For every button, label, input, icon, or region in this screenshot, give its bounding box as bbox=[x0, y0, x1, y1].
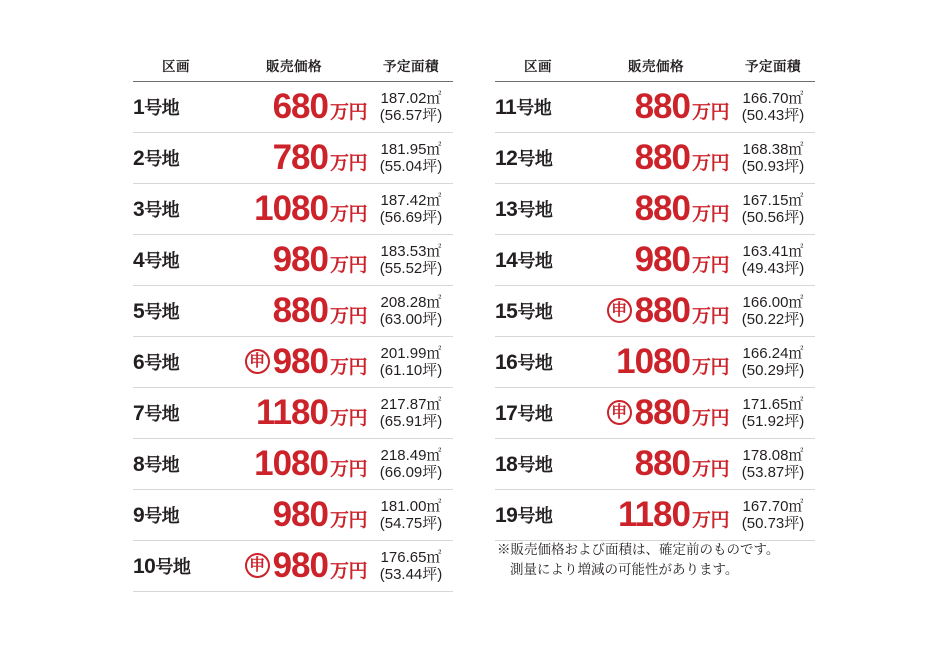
area-sqm: 218.49㎡ bbox=[380, 446, 442, 464]
lot-number-cell bbox=[495, 133, 581, 184]
reserved-badge-icon: 申 bbox=[245, 553, 270, 578]
table-body-right bbox=[495, 82, 815, 541]
price-unit: 万円 bbox=[329, 306, 367, 327]
note-line-2: 測量により増減の可能性があります。 bbox=[510, 562, 739, 578]
header-price: 販売価格 bbox=[581, 55, 731, 82]
price-table bbox=[133, 55, 453, 592]
area-tsubo: (50.43坪) bbox=[741, 107, 805, 124]
lot-number-cell bbox=[133, 133, 219, 184]
lot-number: 6 bbox=[133, 351, 145, 374]
lot-number-suffix: 号地 bbox=[517, 404, 553, 424]
price-value: 880 bbox=[634, 291, 690, 330]
price-unit: 万円 bbox=[329, 561, 367, 582]
price-value: 980 bbox=[634, 240, 690, 279]
area-sqm: 208.28㎡ bbox=[380, 293, 442, 311]
table-row bbox=[133, 541, 453, 592]
lot-number-suffix: 号地 bbox=[144, 98, 180, 118]
lot-number-cell bbox=[133, 184, 219, 235]
lot-number-cell bbox=[133, 286, 219, 337]
price-unit: 万円 bbox=[329, 408, 367, 429]
price-value: 880 bbox=[634, 444, 690, 483]
header-kuaku: 区画 bbox=[495, 55, 581, 82]
price-unit: 万円 bbox=[691, 102, 729, 123]
table-body-left bbox=[133, 82, 453, 592]
lot-number: 13 bbox=[495, 198, 518, 221]
price-unit: 万円 bbox=[691, 510, 729, 531]
lot-number: 9 bbox=[133, 504, 145, 527]
lot-number-suffix: 号地 bbox=[144, 200, 180, 220]
price-table bbox=[495, 55, 815, 541]
area-tsubo: (66.09坪) bbox=[379, 464, 443, 481]
table-row bbox=[495, 184, 815, 235]
header-area: 予定面積 bbox=[369, 55, 453, 82]
table-header bbox=[133, 55, 453, 82]
price-unit: 万円 bbox=[691, 357, 729, 378]
price-value: 1180 bbox=[618, 495, 690, 534]
area-tsubo: (50.22坪) bbox=[741, 311, 805, 328]
price-cell bbox=[219, 133, 369, 184]
price-value: 980 bbox=[272, 495, 328, 534]
area-tsubo: (49.43坪) bbox=[741, 260, 805, 277]
reserved-badge-icon: 申 bbox=[607, 298, 632, 323]
price-table-left bbox=[133, 55, 453, 592]
price-cell bbox=[219, 184, 369, 235]
lot-number-cell bbox=[495, 82, 581, 133]
lot-number: 15 bbox=[495, 300, 518, 323]
table-row bbox=[133, 184, 453, 235]
lot-number-suffix: 号地 bbox=[517, 302, 553, 322]
price-value: 680 bbox=[272, 87, 328, 126]
lot-number: 14 bbox=[495, 249, 518, 272]
area-cell bbox=[369, 82, 453, 133]
lot-number-cell bbox=[133, 388, 219, 439]
price-cell bbox=[219, 541, 369, 592]
lot-number: 4 bbox=[133, 249, 145, 272]
lot-number-suffix: 号地 bbox=[144, 353, 180, 373]
reserved-badge-icon: 申 bbox=[245, 349, 270, 374]
area-cell bbox=[369, 388, 453, 439]
lot-number: 3 bbox=[133, 198, 145, 221]
lot-number: 1 bbox=[133, 96, 145, 119]
area-sqm: 167.70㎡ bbox=[742, 497, 804, 515]
price-unit: 万円 bbox=[691, 306, 729, 327]
note-line-1: ※販売価格および面積は、確定前のものです。 bbox=[497, 542, 780, 557]
lot-number-cell bbox=[495, 286, 581, 337]
lot-number: 18 bbox=[495, 453, 518, 476]
area-cell bbox=[369, 235, 453, 286]
lot-number-suffix: 号地 bbox=[517, 200, 553, 220]
table-row bbox=[133, 490, 453, 541]
lot-number-suffix: 号地 bbox=[516, 98, 552, 118]
price-value: 880 bbox=[634, 393, 690, 432]
area-cell bbox=[731, 82, 815, 133]
price-value: 880 bbox=[634, 189, 690, 228]
price-value: 1080 bbox=[616, 342, 690, 381]
area-cell bbox=[369, 490, 453, 541]
area-sqm: 187.42㎡ bbox=[380, 191, 442, 209]
lot-number-cell bbox=[133, 439, 219, 490]
lot-number-suffix: 号地 bbox=[517, 251, 553, 271]
area-tsubo: (54.75坪) bbox=[379, 515, 443, 532]
price-unit: 万円 bbox=[691, 459, 729, 480]
price-cell bbox=[581, 337, 731, 388]
area-sqm: 187.02㎡ bbox=[380, 89, 442, 107]
area-sqm: 181.00㎡ bbox=[380, 497, 442, 515]
price-unit: 万円 bbox=[691, 153, 729, 174]
price-cell bbox=[219, 235, 369, 286]
lot-number-suffix: 号地 bbox=[144, 506, 180, 526]
price-cell bbox=[581, 235, 731, 286]
table-row bbox=[495, 388, 815, 439]
price-cell bbox=[581, 490, 731, 541]
area-tsubo: (55.04坪) bbox=[379, 158, 443, 175]
area-cell bbox=[369, 337, 453, 388]
area-tsubo: (50.73坪) bbox=[741, 515, 805, 532]
lot-number-suffix: 号地 bbox=[144, 149, 180, 169]
price-value: 880 bbox=[272, 291, 328, 330]
price-value: 880 bbox=[634, 138, 690, 177]
table-row bbox=[133, 235, 453, 286]
table-row bbox=[495, 490, 815, 541]
lot-number-suffix: 号地 bbox=[517, 149, 553, 169]
price-unit: 万円 bbox=[329, 153, 367, 174]
area-tsubo: (63.00坪) bbox=[379, 311, 443, 328]
area-sqm: 167.15㎡ bbox=[742, 191, 804, 209]
lot-number-suffix: 号地 bbox=[517, 455, 553, 475]
area-cell bbox=[369, 184, 453, 235]
lot-number-cell bbox=[133, 541, 219, 592]
area-sqm: 181.95㎡ bbox=[380, 140, 442, 158]
price-cell bbox=[581, 388, 731, 439]
price-unit: 万円 bbox=[329, 357, 367, 378]
area-cell bbox=[369, 133, 453, 184]
area-tsubo: (55.52坪) bbox=[379, 260, 443, 277]
header-row bbox=[495, 55, 815, 82]
area-sqm: 163.41㎡ bbox=[742, 242, 804, 260]
area-cell bbox=[731, 337, 815, 388]
table-row bbox=[133, 439, 453, 490]
lot-number-cell bbox=[133, 82, 219, 133]
lot-number-suffix: 号地 bbox=[517, 506, 553, 526]
area-tsubo: (56.69坪) bbox=[379, 209, 443, 226]
area-sqm: 166.00㎡ bbox=[742, 293, 804, 311]
header-row bbox=[133, 55, 453, 82]
price-unit: 万円 bbox=[691, 255, 729, 276]
price-cell bbox=[219, 388, 369, 439]
price-value: 880 bbox=[634, 87, 690, 126]
lot-number-cell bbox=[495, 337, 581, 388]
lot-number: 12 bbox=[495, 147, 518, 170]
area-sqm: 183.53㎡ bbox=[380, 242, 442, 260]
reserved-badge-icon: 申 bbox=[607, 400, 632, 425]
lot-number: 7 bbox=[133, 402, 145, 425]
area-tsubo: (53.87坪) bbox=[741, 464, 805, 481]
price-cell bbox=[581, 439, 731, 490]
price-value: 1080 bbox=[254, 444, 328, 483]
area-sqm: 201.99㎡ bbox=[380, 344, 442, 362]
price-cell bbox=[219, 82, 369, 133]
price-cell bbox=[581, 133, 731, 184]
lot-number-cell bbox=[495, 439, 581, 490]
area-cell bbox=[369, 439, 453, 490]
area-tsubo: (50.56坪) bbox=[741, 209, 805, 226]
table-row bbox=[495, 439, 815, 490]
table-row bbox=[495, 82, 815, 133]
area-cell bbox=[731, 184, 815, 235]
lot-number-suffix: 号地 bbox=[144, 251, 180, 271]
lot-number-suffix: 号地 bbox=[517, 353, 553, 373]
price-value: 780 bbox=[272, 138, 328, 177]
table-row bbox=[495, 235, 815, 286]
table-row bbox=[133, 337, 453, 388]
area-sqm: 176.65㎡ bbox=[380, 548, 442, 566]
lot-number: 19 bbox=[495, 504, 518, 527]
table-row bbox=[133, 286, 453, 337]
price-cell bbox=[219, 286, 369, 337]
area-cell bbox=[369, 541, 453, 592]
area-sqm: 178.08㎡ bbox=[742, 446, 804, 464]
price-cell bbox=[219, 439, 369, 490]
lot-number-cell bbox=[133, 490, 219, 541]
lot-number-cell bbox=[495, 388, 581, 439]
lot-number: 10 bbox=[133, 555, 156, 578]
lot-number-cell bbox=[495, 235, 581, 286]
price-cell bbox=[581, 82, 731, 133]
price-unit: 万円 bbox=[691, 408, 729, 429]
table-row bbox=[495, 337, 815, 388]
area-tsubo: (65.91坪) bbox=[379, 413, 443, 430]
area-tsubo: (61.10坪) bbox=[379, 362, 443, 379]
table-row bbox=[133, 388, 453, 439]
price-value: 980 bbox=[272, 240, 328, 279]
area-cell bbox=[731, 133, 815, 184]
area-tsubo: (53.44坪) bbox=[379, 566, 443, 583]
table-row bbox=[133, 82, 453, 133]
price-value: 980 bbox=[272, 546, 328, 585]
price-value: 980 bbox=[272, 342, 328, 381]
header-kuaku: 区画 bbox=[133, 55, 219, 82]
lot-number-suffix: 号地 bbox=[155, 557, 191, 577]
price-cell bbox=[581, 286, 731, 337]
price-cell bbox=[219, 337, 369, 388]
lot-number: 2 bbox=[133, 147, 145, 170]
price-unit: 万円 bbox=[329, 204, 367, 225]
lot-number-suffix: 号地 bbox=[144, 404, 180, 424]
area-tsubo: (50.29坪) bbox=[741, 362, 805, 379]
area-cell bbox=[731, 388, 815, 439]
lot-number-suffix: 号地 bbox=[144, 302, 180, 322]
area-cell bbox=[731, 490, 815, 541]
lot-number: 17 bbox=[495, 402, 518, 425]
lot-number-cell bbox=[133, 337, 219, 388]
table-row bbox=[495, 133, 815, 184]
lot-number: 5 bbox=[133, 300, 145, 323]
area-cell bbox=[731, 235, 815, 286]
price-table-right bbox=[495, 55, 815, 541]
lot-number-cell bbox=[495, 490, 581, 541]
lot-number-cell bbox=[133, 235, 219, 286]
lot-number-suffix: 号地 bbox=[144, 455, 180, 475]
table-row bbox=[495, 286, 815, 337]
price-cell bbox=[219, 490, 369, 541]
area-cell bbox=[731, 286, 815, 337]
lot-number: 8 bbox=[133, 453, 145, 476]
price-unit: 万円 bbox=[329, 255, 367, 276]
area-cell bbox=[369, 286, 453, 337]
area-sqm: 217.87㎡ bbox=[380, 395, 442, 413]
price-cell bbox=[581, 184, 731, 235]
area-tsubo: (50.93坪) bbox=[741, 158, 805, 175]
area-sqm: 166.24㎡ bbox=[742, 344, 804, 362]
price-value: 1180 bbox=[256, 393, 328, 432]
price-unit: 万円 bbox=[329, 459, 367, 480]
lot-number-cell bbox=[495, 184, 581, 235]
lot-number: 11 bbox=[495, 96, 517, 119]
area-tsubo: (51.92坪) bbox=[741, 413, 805, 430]
table-row bbox=[133, 133, 453, 184]
area-sqm: 166.70㎡ bbox=[742, 89, 804, 107]
area-sqm: 168.38㎡ bbox=[742, 140, 804, 158]
price-value: 1080 bbox=[254, 189, 328, 228]
area-cell bbox=[731, 439, 815, 490]
disclaimer-note bbox=[497, 540, 827, 581]
price-unit: 万円 bbox=[329, 102, 367, 123]
area-sqm: 171.65㎡ bbox=[742, 395, 804, 413]
header-price: 販売価格 bbox=[219, 55, 369, 82]
area-tsubo: (56.57坪) bbox=[379, 107, 443, 124]
header-area: 予定面積 bbox=[731, 55, 815, 82]
table-header bbox=[495, 55, 815, 82]
price-unit: 万円 bbox=[329, 510, 367, 531]
price-unit: 万円 bbox=[691, 204, 729, 225]
lot-number: 16 bbox=[495, 351, 518, 374]
